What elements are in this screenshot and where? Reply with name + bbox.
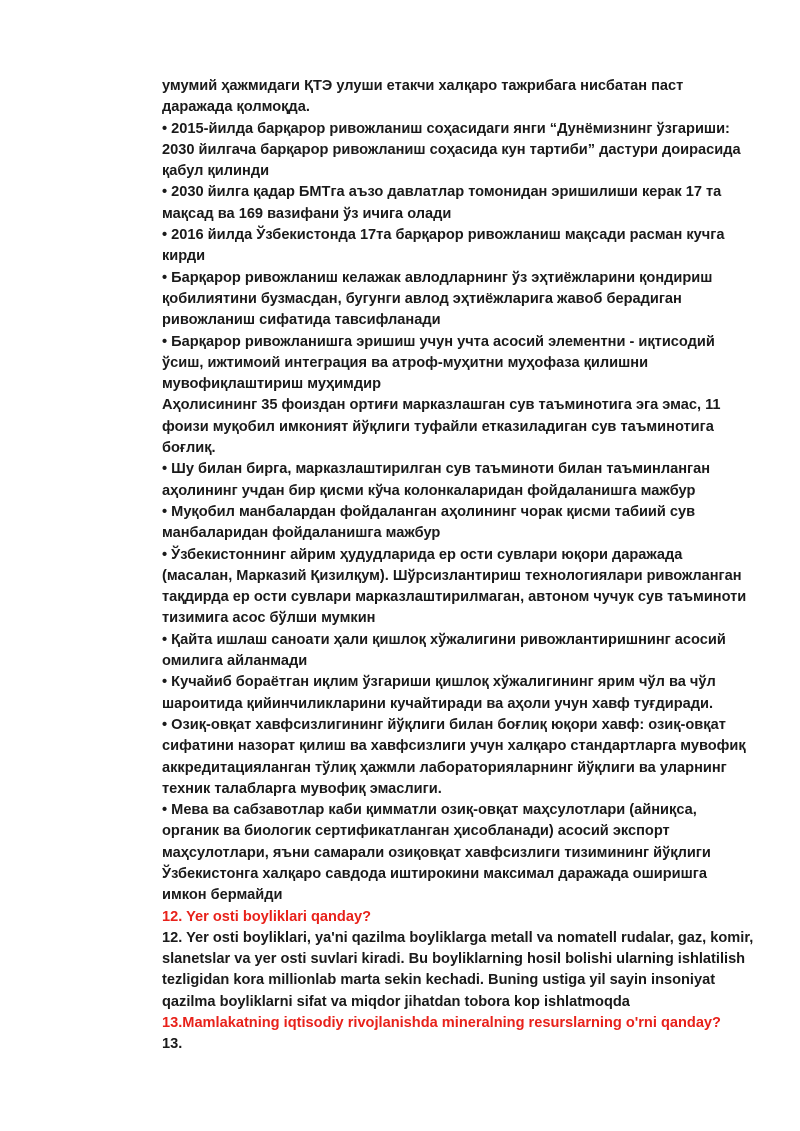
text-line: 12. Yer osti boyliklari, ya'ni qazilma boyliklarga metall va nomatell rudalar, gaz, komir, <box>162 929 754 946</box>
text-line: • Муқобил манбалардан фойдаланган аҳолининг чорак қисми табиий сув <box>162 503 696 520</box>
text-line: slanetslar va yer osti suvlari kiradi. Bu boyliklarning hosil bolishi ularning ishlatilish <box>162 951 746 968</box>
text-line: • Барқарор ривожланишга эришиш учун учта асосий элементни - иқтисодий <box>162 333 715 350</box>
text-line: кирди <box>162 248 206 265</box>
question-heading-line: 12. Yer osti boyliklari qanday? <box>162 908 371 925</box>
text-line: • 2030 йилга қадар БМТга аъзо давлатлар томонидан эришилиши керак 17 та <box>162 184 722 201</box>
text-line: 13. <box>162 1036 183 1053</box>
text-line: тизимига асос бўлши мумкин <box>162 610 376 627</box>
text-line: • Барқарор ривожланиш келажак авлодларнинг ўз эҳтиёжларини қондириш <box>162 269 713 286</box>
text-line: • Мева ва сабзавотлар каби қимматли озиқ-овқат маҳсулотлари (айниқса, <box>162 802 697 819</box>
text-line: техник талабларга мувофиқ эмаслиги. <box>162 780 442 797</box>
text-line: сифатини назорат қилиш ва хавфсизлиги учун халқаро стандартларга мувофиқ <box>162 738 746 755</box>
text-line: маҳсулотлари, яъни самарали озиқовқат хавфсизлиги тизимининг йўқлиги <box>162 844 711 861</box>
text-line: tezligidan kora millionlab marta sekin kechadi. Buning ustiga yil sayin insoniyat <box>162 972 716 989</box>
text-line: 2030 йилгача барқарор ривожланиш соҳасида кун тартиби” дастури доирасида <box>162 141 741 158</box>
text-line: ўсиш, ижтимоий интеграция ва атроф-муҳитни муҳофаза қилишни <box>162 354 649 371</box>
text-line: шароитида қийинчиликларини кучайтиради ва аҳоли учун хавф туғдиради. <box>162 695 714 712</box>
text-line: фоизи муқобил имконият йўқлиги туфайли етказиладиган сув таъминотига <box>162 418 714 435</box>
text-line: аккредитацияланган тўлиқ ҳажмли лабораторияларнинг йўқлиги ва уларнинг <box>162 759 727 776</box>
text-line: qazilma boyliklarni sifat va miqdor jihatdan tobora kop ishlatmoqda <box>162 993 630 1010</box>
text-line: қабул қилинди <box>162 163 270 180</box>
text-line: Ўзбекистонга халқаро савдода иштирокини максимал даражада оширишга <box>162 865 707 882</box>
text-line: боғлиқ. <box>162 440 216 457</box>
text-line: Аҳолисининг 35 фоиздан ортиғи марказлашган сув таъминотига эга эмас, 11 <box>162 397 721 414</box>
text-line: қобилиятини бузмасдан, бугунги авлод эҳтиёжларига жавоб берадиган <box>162 290 682 307</box>
question-heading-line: 13.Mamlakatning iqtisodiy rivojlanishda mineralning resurslarning o'rni qanday? <box>162 1015 721 1032</box>
text-line: • 2016 йилда Ўзбекистонда 17та барқарор ривожланиш мақсади расман кучга <box>162 227 725 244</box>
text-line: • Шу билан бирга, марказлаштирилган сув таъминоти билан таъминланган <box>162 461 711 478</box>
text-line: мувофиқлаштириш муҳимдир <box>162 376 381 393</box>
text-line: омилига айланмади <box>162 653 308 670</box>
text-line: • Қайта ишлаш саноати ҳали қишлоқ хўжалигини ривожлантиришнинг асосий <box>162 631 726 648</box>
document-body-text <box>162 76 754 1056</box>
text-line: • Ўзбекистоннинг айрим ҳудудларида ер ости сувлари юқори даражада <box>162 546 683 563</box>
text-line: ривожланиш сифатида тавсифланади <box>162 312 441 329</box>
text-line: тақдирда ер ости сувлари марказлаштирилмаган, автоном чучук сув таъминоти <box>162 589 747 606</box>
text-line: • Кучайиб бораётган иқлим ўзгариши қишлоқ хўжалигининг ярим чўл ва чўл <box>162 674 716 691</box>
text-line: мақсад ва 169 вазифани ўз ичига олади <box>162 205 452 222</box>
text-line: аҳолининг учдан бир қисми кўча колонкаларидан фойдаланишга мажбур <box>162 482 696 499</box>
text-line: органик ва биологик сертификатланган ҳисобланади) асосий экспорт <box>162 823 670 840</box>
text-line: умумий ҳажмидаги ҚТЭ улуши етакчи халқаро тажрибага нисбатан паст <box>162 78 684 94</box>
text-line: • Озиқ-овқат хавфсизлигининг йўқлиги билан боғлиқ юқори хавф: озиқ-овқат <box>162 716 726 733</box>
text-line: даражада қолмоқда. <box>162 99 310 116</box>
text-line: • 2015-йилда барқарор ривожланиш соҳасидаги янги “Дунёмизнинг ўзгариши: <box>162 120 730 137</box>
text-line: (масалан, Марказий Қизилқум). Шўрсизлантириш технологиялари ривожланган <box>162 567 742 584</box>
text-line: манбаларидан фойдаланишга мажбур <box>162 525 441 542</box>
text-line: имкон бермайди <box>162 887 283 904</box>
